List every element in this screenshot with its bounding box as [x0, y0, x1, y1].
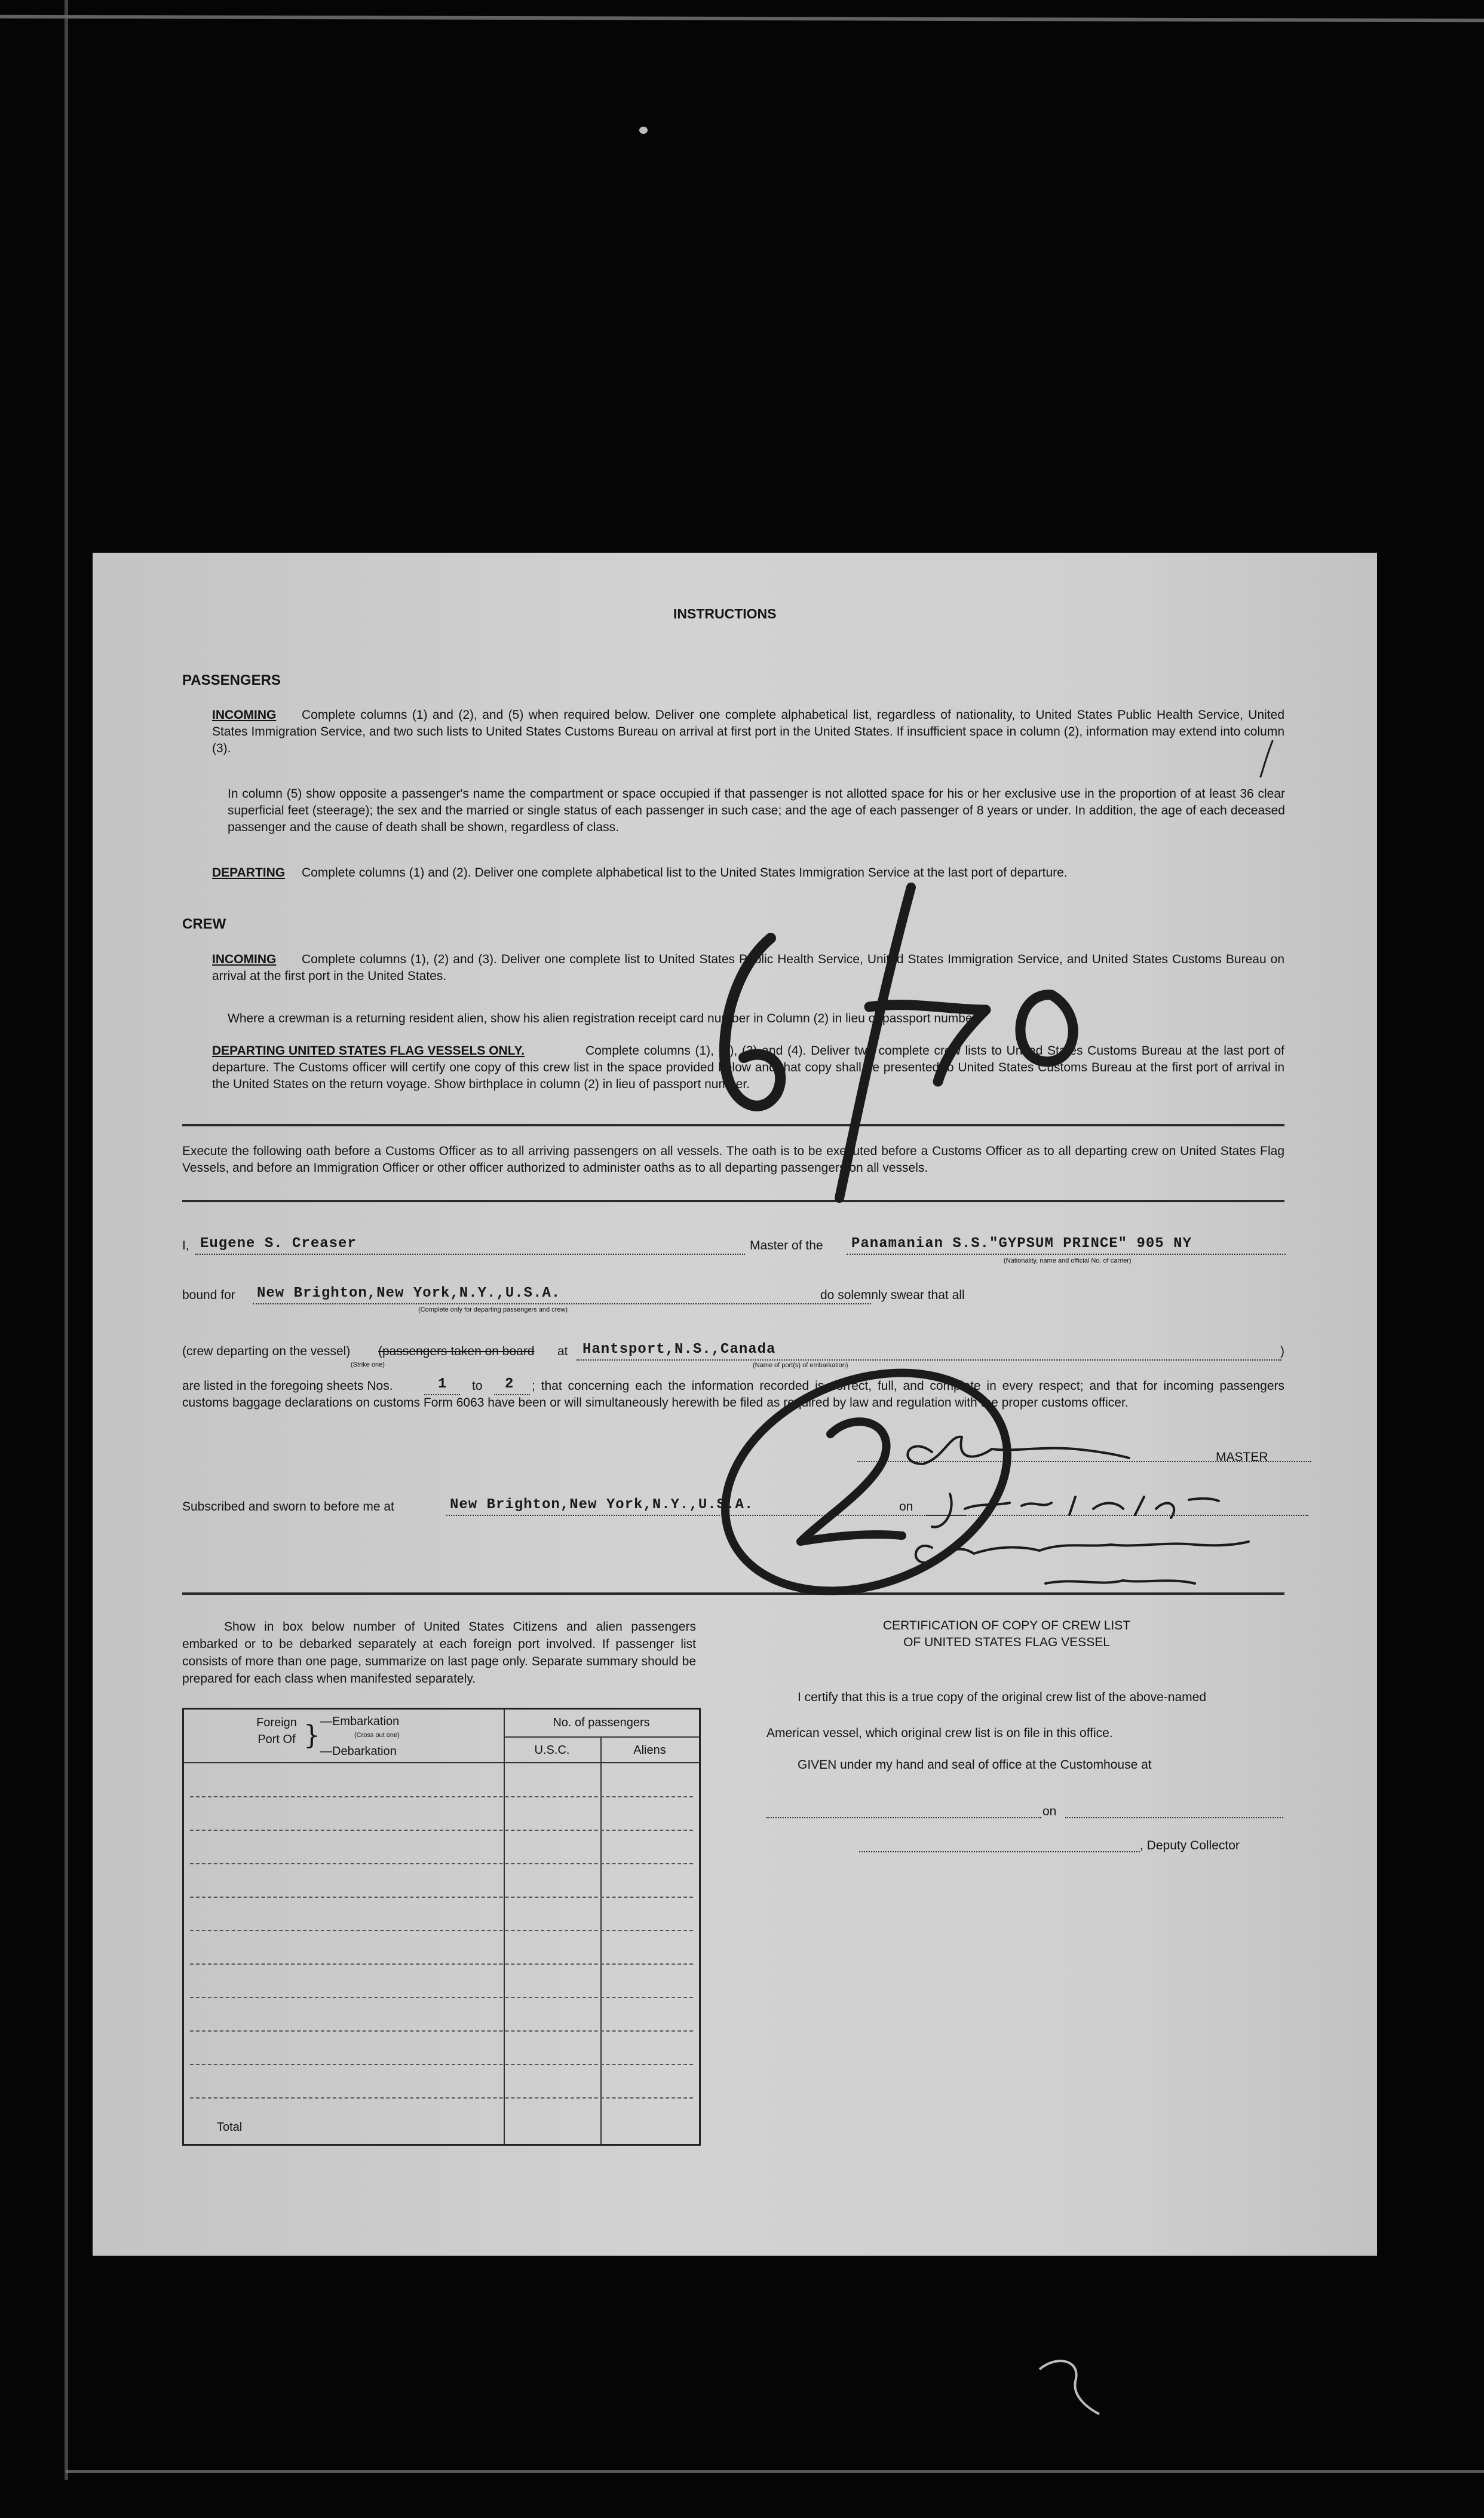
crew-departing-text: Complete columns (1), (2), (3) and (4). Deliver two complete crew lists to United States Customs Bureau at the last port of departure. The Customs officer will certify one copy of this crew list in the space provided below and that copy shall be presented to United States Customs Bureau at the first port of arrival in the United States on the return voyage. Show birthplace in column (2) in lieu of passport number.: [212, 1044, 1284, 1091]
deputy-collector-label: , Deputy Collector: [1140, 1839, 1240, 1852]
officer-signature: [916, 1542, 1249, 1563]
port-caption: (Name of port(s) of embarkation): [753, 1362, 848, 1369]
embarkation-port: Hantsport,N.S.,Canada: [582, 1341, 776, 1358]
certify-line1: I certify that this is a true copy of the original crew list of the above-named: [798, 1690, 1206, 1704]
vessel-caption: (Nationality, name and official No. of carrier): [1004, 1257, 1132, 1264]
crew-resident-text: Where a crewman is a returning resident alien, show his alien registration receipt card number in Column (2) in lieu of passport number.: [228, 1012, 980, 1025]
master-of-label: Master of the: [750, 1239, 823, 1252]
passengers-incoming-text: Complete columns (1) and (2), and (5) when required below. Deliver one complete alphabetical list, regardless of nationality, to United States Public Health Service, United States Immigration Service, and two such lists to United States Customs Bureau on arrival at first port in the United States. If insufficient space in column (2), information may extend into column (3).: [212, 708, 1284, 755]
crew-incoming-text: Complete columns (1), (2) and (3). Deliver one complete list to United States Public Health Service, United States Immigration Service, and United States Customs Bureau on arrival at the first port in the United States.: [212, 952, 1284, 983]
embarkation-label: —Embarkation: [320, 1715, 400, 1728]
oath-instructions: Execute the following oath before a Customs Officer as to all arriving passengers on all vessels. The oath is to be executed before a Customs Officer as to all departing crew on United States Flag Vessels, and before an Immigration Officer or other officer authorized to administer oaths as to all departing passengers on all vessels.: [182, 1144, 1284, 1175]
crew-departing-label: DEPARTING UNITED STATES FLAG VESSELS ONLY.: [212, 1044, 525, 1058]
bound-for-caption: (Complete only for departing passengers and crew): [418, 1306, 568, 1313]
vessel-name: Panamanian S.S."GYPSUM PRINCE" 905 NY: [851, 1236, 1192, 1252]
summary-instructions: Show in box below number of United States Citizens and alien passengers embarked or to be debarked separately at each foreign port involved. If passenger list consists of more than one page, summarize on last page only. Separate summary should be prepared for each class when manifested separately.: [182, 1620, 696, 1686]
close-paren: ): [1280, 1344, 1284, 1358]
sheet-to: 2: [505, 1376, 514, 1392]
cert-on-label: on: [1043, 1805, 1057, 1818]
at-label: at: [557, 1344, 568, 1358]
crew-departing-phrase: (crew departing on the vessel): [182, 1344, 351, 1358]
certification-title-line2: OF UNITED STATES FLAG VESSEL: [903, 1635, 1110, 1649]
passengers-departing-text: Complete columns (1) and (2). Deliver one complete alphabetical list to the United States Immigration Service at the last port of departure.: [302, 866, 1068, 880]
passengers-departing-label: DEPARTING: [212, 866, 286, 880]
certify-line2: American vessel, which original crew list is on file in this office.: [766, 1726, 1113, 1740]
no-of-passengers-header: No. of passengers: [553, 1716, 650, 1729]
certify-text: ; that concerning each the information recorded is correct, full, and complete in every respect; and that for incoming passengers customs baggage declarations on customs Form 6063 have been or will simultaneously herewith be filed as required by law and regulation with the proper customs officer.: [182, 1379, 1284, 1410]
strike-caption: (Strike one): [351, 1361, 385, 1368]
handwritten-number-7: [869, 1005, 986, 1082]
cross-out-caption: (Cross out one): [354, 1732, 400, 1739]
passengers-struck-phrase: (passengers taken on board: [378, 1344, 535, 1358]
certification-title-line1: CERTIFICATION OF COPY OF CREW LIST: [882, 1619, 1131, 1632]
total-label: Total: [217, 2121, 243, 2134]
film-scratch: [1040, 2361, 1099, 2414]
listed-text: are listed in the foregoing sheets Nos.: [182, 1379, 393, 1393]
column5-text: In column (5) show opposite a passenger's name the compartment or space occupied if that passenger is not allotted space for his or her exclusive use in the proportion of at least 36 clear superficial feet (steerage); the sex and the married or single status of each passenger in such case; and the age of each passenger of 8 years or under. In addition, the age of each deceased passenger and the cause of death shall be shown, regardless of class.: [228, 787, 1285, 834]
master-label: MASTER: [1216, 1450, 1268, 1464]
crew-heading: CREW: [182, 916, 226, 932]
handwritten-number-6: [725, 938, 780, 1106]
given-line: GIVEN under my hand and seal of office at the Customhouse at: [798, 1758, 1152, 1772]
aliens-header: Aliens: [633, 1744, 666, 1757]
oath-i-label: I,: [182, 1239, 189, 1252]
on-label: on: [899, 1500, 913, 1514]
usc-header: U.S.C.: [534, 1744, 570, 1757]
bound-for-destination: New Brighton,New York,N.Y.,U.S.A.: [257, 1285, 561, 1301]
sworn-place: New Brighton,New York,N.Y.,U.S.A.: [450, 1497, 754, 1513]
instructions-title: INSTRUCTIONS: [673, 606, 777, 621]
master-name: Eugene S. Creaser: [200, 1236, 357, 1252]
to-label: to: [472, 1379, 483, 1393]
circled-number-2: [801, 1422, 902, 1542]
sheet-from: 1: [438, 1376, 447, 1392]
passengers-heading: PASSENGERS: [182, 672, 281, 688]
brace-glyph: }: [303, 1720, 320, 1751]
crew-incoming-label: INCOMING: [212, 952, 277, 966]
subscribed-label: Subscribed and sworn to before me at: [182, 1500, 394, 1514]
bound-for-label: bound for: [182, 1288, 235, 1302]
foreign-port-of-label: Foreign Port Of: [256, 1716, 297, 1746]
passengers-incoming-label: INCOMING: [212, 708, 277, 722]
swear-text: do solemnly swear that all: [820, 1288, 965, 1302]
officer-title: [1045, 1580, 1195, 1583]
handwritten-number-0: [1020, 995, 1073, 1062]
master-signature: [907, 1437, 1129, 1464]
handwritten-slash: [839, 887, 911, 1198]
margin-tick: [1261, 741, 1273, 777]
debarkation-label: —Debarkation: [320, 1745, 397, 1758]
